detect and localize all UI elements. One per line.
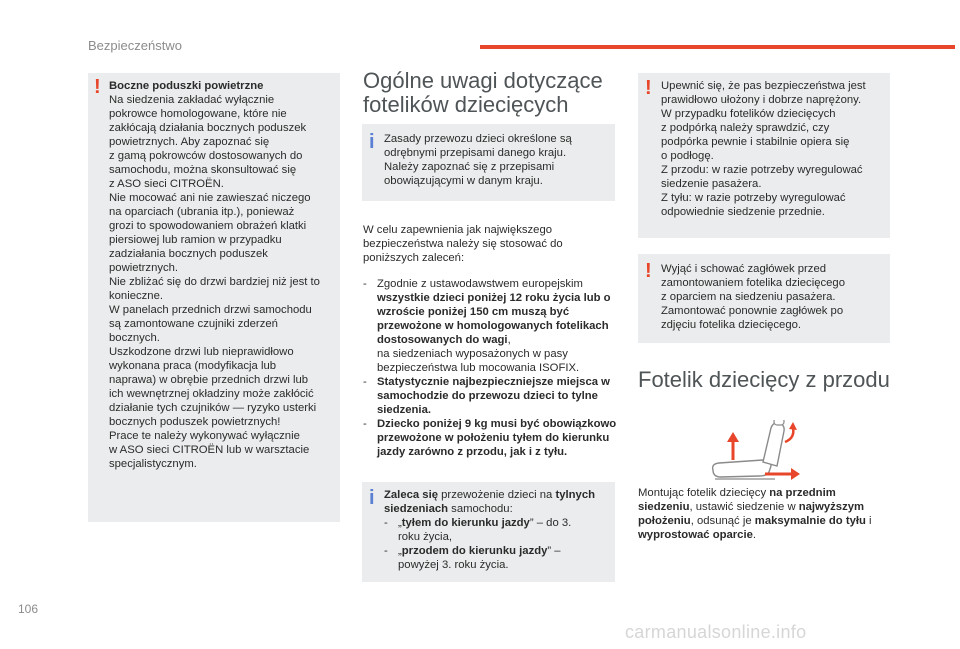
list-item-lead: Zgodnie z ustawodawstwem europejskim bbox=[377, 277, 583, 290]
heading-front-child-seat: Fotelik dziecięcy z przodu bbox=[638, 367, 890, 392]
list-item: - Zgodnie z ustawodawstwem europejskim wszystkie dzieci poniżej 12 roku życia lub o wzroście poniżej 150 cm muszą być przewożone w homologowanych fotelikach dostosowanych do wagi, na siedzeniach wyposażonych w pasy bezpieczeństwa lub mocowania ISOFIX. bbox=[363, 277, 611, 374]
section-title: Bezpieczeństwo bbox=[88, 38, 182, 53]
warning-icon: ! bbox=[645, 260, 652, 282]
warning-box-headrest bbox=[638, 254, 890, 343]
page-number: 106 bbox=[18, 602, 39, 616]
list-item: - „przodem do kierunku jazdy” – powyżej 3. roku życia. bbox=[384, 545, 561, 571]
info-icon: i bbox=[369, 131, 375, 153]
warning-text: Upewnić się, że pas bezpieczeństwa jest prawidłowo ułożony i dobrze naprężony. W przypadku fotelików dziecięcych z podpórką należy sprawdzić, czy podpórka pewnie i stabilnie opiera się o podłogę. Z przodu: w razie potrzeby wyregulować siedzenie pasażera. Z tyłu: w razie potrzeby wyregulować odpowiednie siedzenie przednie. bbox=[661, 80, 866, 218]
info-text: Zaleca się przewożenie dzieci na tylnych siedzeniach samochodu: - „tyłem do kierunku jazdy” – do 3. roku życia, - „przodem do kierunku jazdy” – powyżej 3. roku życia. bbox=[384, 488, 612, 572]
list-item-bold: Statystycznie najbezpieczniejsze miejsca w samochodzie do przewozu dzieci to tylne siedzenia. bbox=[377, 375, 610, 416]
general-recommendations bbox=[363, 212, 621, 459]
heading-general-child-seats: Ogólne uwagi dotyczące fotelików dziecięcych bbox=[363, 68, 603, 117]
info-icon: i bbox=[369, 487, 375, 509]
list-item: - Statystycznie najbezpieczniejsze miejsca w samochodzie do przewozu dzieci to tylne siedzenia. bbox=[363, 375, 610, 416]
seat-adjustment-icon bbox=[705, 420, 805, 480]
warning-text: Wyjąć i schować zagłówek przed zamontowaniem fotelika dziecięcego z oparciem na siedzeniu pasażera. Zamontować ponownie zagłówek po zdjęciu fotelika dziecięcego. bbox=[661, 263, 845, 331]
info-box-country-rules bbox=[362, 124, 615, 201]
warning-body: Na siedzenia zakładać wyłącznie pokrowce homologowane, które nie zakłócają działania bocznych poduszek powietrznych. Aby zapoznać się z gamą pokrowców dostosowanych do samochodu, można skonsultować się z ASO sieci CITROËN. Nie mocować ani nie zawieszać niczego na oparciach (ubrania itp.), ponieważ grozi to spowodowaniem obrażeń klatki piersiowej lub ramion w przypadku zadziałania bocznych poduszek powietrznych. Nie zbliżać się do drzwi bardziej niż jest to konieczne. W panelach przednich drzwi samochodu są zamontowane czujniki zderzeń bocznych. Uszkodzone drzwi lub nieprawidłowo wykonana praca (modyfikacja lub naprawa) w obrębie przednich drzwi lub ich wewnętrznej okładziny może zakłócić działanie tych czujników — ryzyko usterki bocznych poduszek powietrznych! Prace te należy wykonywać wyłącznie w ASO sieci CITROËN lub w warsztacie specjalistycznym. bbox=[109, 94, 320, 470]
list-item-bold: Dziecko poniżej 9 kg musi być obowiązkowo przewożone w położeniu tyłem do kierunku jazdy zarówno z przodu, jak i z tyłu. bbox=[377, 417, 617, 458]
info-box-rear-seats bbox=[362, 482, 615, 582]
list-item: - Dziecko poniżej 9 kg musi być obowiązkowo przewożone w położeniu tyłem do kierunku jazdy zarówno z przodu, jak i z tyłu. bbox=[363, 417, 617, 458]
warning-box-side-airbags bbox=[88, 73, 340, 522]
warning-title: Boczne poduszki powietrzne bbox=[109, 80, 264, 92]
warning-icon: ! bbox=[94, 76, 101, 98]
intro-paragraph: W celu zapewnienia jak największego bezpieczeństwa należy się stosować do poniższych zaleceń: bbox=[363, 224, 563, 265]
watermark: carmanualsonline.info bbox=[625, 622, 807, 642]
header-accent-bar bbox=[480, 45, 955, 49]
front-seat-instructions: Montując fotelik dziecięcy na przednim siedzeniu, ustawić siedzenie w najwyższym położeniu, odsunąć je maksymalnie do tyłu i wyprostować oparcie. bbox=[638, 487, 872, 541]
warning-icon: ! bbox=[645, 77, 652, 99]
warning-box-seat-belt bbox=[638, 73, 890, 238]
warning-text bbox=[109, 79, 337, 471]
info-text: Zasady przewozu dzieci określone są odrębnymi przepisami danego kraju. Należy zapoznać się z przepisami obowiązującymi w danym kraju. bbox=[384, 133, 572, 187]
list-item: - „tyłem do kierunku jazdy” – do 3. roku życia, bbox=[384, 517, 572, 543]
list-item-bold: wszystkie dzieci poniżej 12 roku życia lub o wzroście poniżej 150 cm muszą być przewożone w homologowanych fotelikach dostosowanych do wagi bbox=[377, 291, 611, 346]
list-item-tail: , na siedzeniach wyposażonych w pasy bezpieczeństwa lub mocowania ISOFIX. bbox=[377, 333, 580, 374]
